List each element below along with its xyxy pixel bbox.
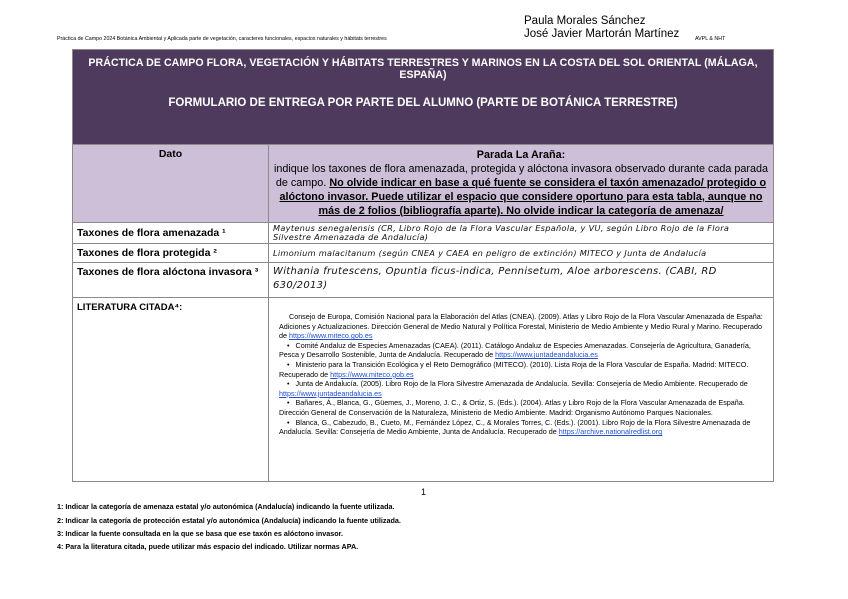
- literature-item: • Junta de Andalucía. (2005). Libro Rojo de la Flora Silvestre Amenazada de Andalucía. Sevilla: Consejería de Medio Ambiente. Recuperado de https://www.juntadeandalucia.es: [279, 379, 748, 398]
- dato-label: Dato: [73, 145, 269, 222]
- literature-link[interactable]: https://www.juntadeandalucia.es: [495, 350, 598, 360]
- literature-item: • Ministerio para la Transición Ecológica y el Reto Demográfico (MITECO). (2010). Lista Roja de la Flora Vascular de España. Madrid: MITECO. Recuperado de https://www.miteco.gob.es: [279, 359, 749, 379]
- form-title-row: [73, 50, 773, 145]
- page-number: 1: [421, 487, 427, 497]
- literature-link[interactable]: https://www.miteco.gob.es: [289, 331, 373, 341]
- author-name-2: José Javier Martorán Martínez: [524, 28, 680, 40]
- row-threatened-flora: [73, 223, 773, 244]
- literature-link[interactable]: https://www.miteco.gob.es: [330, 369, 414, 379]
- instructions-bold: No olvide indicar en base a qué fuente se considera el taxón amenazado/ protegido o alóctono invasor. Puede utilizar el espacio que considere oportuno para esta tabla, aunque no más de 2 folios (bibliografía aparte). No olvide indicar la categoría de amenaza/: [279, 177, 767, 217]
- document-code: AVPL & NHT: [695, 36, 726, 42]
- value-threatened-flora: Maytenus senegalensis (CR, Libro Rojo de la Flora Vascular Española, y VU, según Libro Rojo de la Flora Silvestre Amenazada de Andalucía): [273, 223, 730, 242]
- literature-link[interactable]: https://archive.nationalredlist.org: [558, 427, 663, 437]
- row-protected-flora: [73, 244, 773, 263]
- footnote-4: 4: Para la literatura citada, puede utilizar más espacio del indicado. Utilizar normas APA.: [57, 542, 359, 551]
- author-name-1: Paula Morales Sánchez: [524, 15, 646, 27]
- instructions-plain: indique los taxones de flora amenazada, protegida y alóctona invasora observado durante cada parada de campo.: [274, 163, 768, 189]
- literature-item: • Blanca, G., Cabezudo, B., Cueto, M., Fernández López, C., & Morales Torres, C. (Eds.). (2001). Libro Rojo de la Flora Silvestre Amenazada de Andalucía. Sevilla: Consejería de Medio Ambiente, Junta de Andalucía. Recuperado de https://archive.nationalredlist.org: [279, 417, 751, 437]
- row-invasive-flora: [73, 263, 773, 298]
- form-title-secondary: FORMULARIO DE ENTREGA POR PARTE DEL ALUMNO (PARTE DE BOTÁNICA TERRESTRE): [168, 97, 678, 109]
- row-literature: [73, 298, 773, 481]
- literature-item: Consejo de Europa, Comisión Nacional para la Elaboración del Atlas (CNEA). (2009). Atlas y Libro Rojo de la Flora Vascular Amenazada de España: Adiciones y Actualizaciones. Dirección General de Medio Natural y Política Forestal, Ministerio de Medio Ambiente y Medio Rural y Marino. Recuperado de https://www.miteco.gob.es: [279, 312, 763, 341]
- label-protected-flora: Taxones de flora protegida ²: [73, 244, 269, 262]
- literature-item: • Comité Andaluz de Especies Amenazadas (CAEA). (2011). Catálogo Andaluz de Especies Amenazadas. Consejería de Agricultura, Ganadería, Pesca y Desarrollo Sostenible, Junta de Andalucía. Recuperado de https://www.juntadeandalucia.es: [279, 340, 751, 360]
- literature-link[interactable]: https://www.juntadeandalucia.es: [279, 388, 382, 398]
- form-title-primary: PRÁCTICA DE CAMPO FLORA, VEGETACIÓN Y HÁBITATS TERRESTRES Y MARINOS EN LA COSTA DEL SOL ORIENTAL (MÁLAGA, ESPAÑA): [88, 57, 758, 81]
- submission-form-table: [72, 49, 774, 482]
- label-literature: LITERATURA CITADA⁴:: [73, 298, 269, 481]
- footnote-2: 2: Indicar la categoría de protección estatal y/o autonómica (Andalucía) indicando la fuente utilizada.: [57, 516, 401, 525]
- footnote-1: 1: Indicar la categoría de amenaza estatal y/o autonómica (Andalucía) indicando la fuente utilizada.: [57, 502, 395, 511]
- dato-header-row: [73, 145, 773, 223]
- value-invasive-flora: Withania frutescens, Opuntia ficus-indica, Pennisetum, Aloe arborescens. (CABI, RD 630/2013): [273, 266, 717, 291]
- literature-item: • Bañares, Á., Blanca, G., Güemes, J., Moreno, J. C., & Ortiz, S. (Eds.). (2004). Atlas y Libro Rojo de la Flora Vascular Amenazada de España. Dirección General de Conservación de la Naturaleza, Ministerio de Medio Ambiente. Madrid: Organismo Autónomo Parques Nacionales.: [279, 398, 745, 417]
- footnote-3: 3: Indicar la fuente consultada en la que se basa que ese taxón es alóctono invasor.: [57, 529, 343, 538]
- label-invasive-flora: Taxones de flora alóctona invasora ³: [73, 263, 269, 297]
- label-threatened-flora: Taxones de flora amenazada ¹: [73, 223, 269, 243]
- dato-instructions: [269, 145, 773, 222]
- running-title: Práctica de Campo 2024 Botánica Ambiental y Aplicada parte de vegetación, caracteres funcionales, espacios naturales y hábitats terrestres: [57, 36, 387, 42]
- parada-label: Parada La Araña:: [476, 149, 566, 161]
- literature-list: [269, 298, 773, 481]
- value-protected-flora: Limonium malacitanum (según CNEA y CAEA en peligro de extinción) MITECO y Junta de Andalucía: [273, 248, 707, 258]
